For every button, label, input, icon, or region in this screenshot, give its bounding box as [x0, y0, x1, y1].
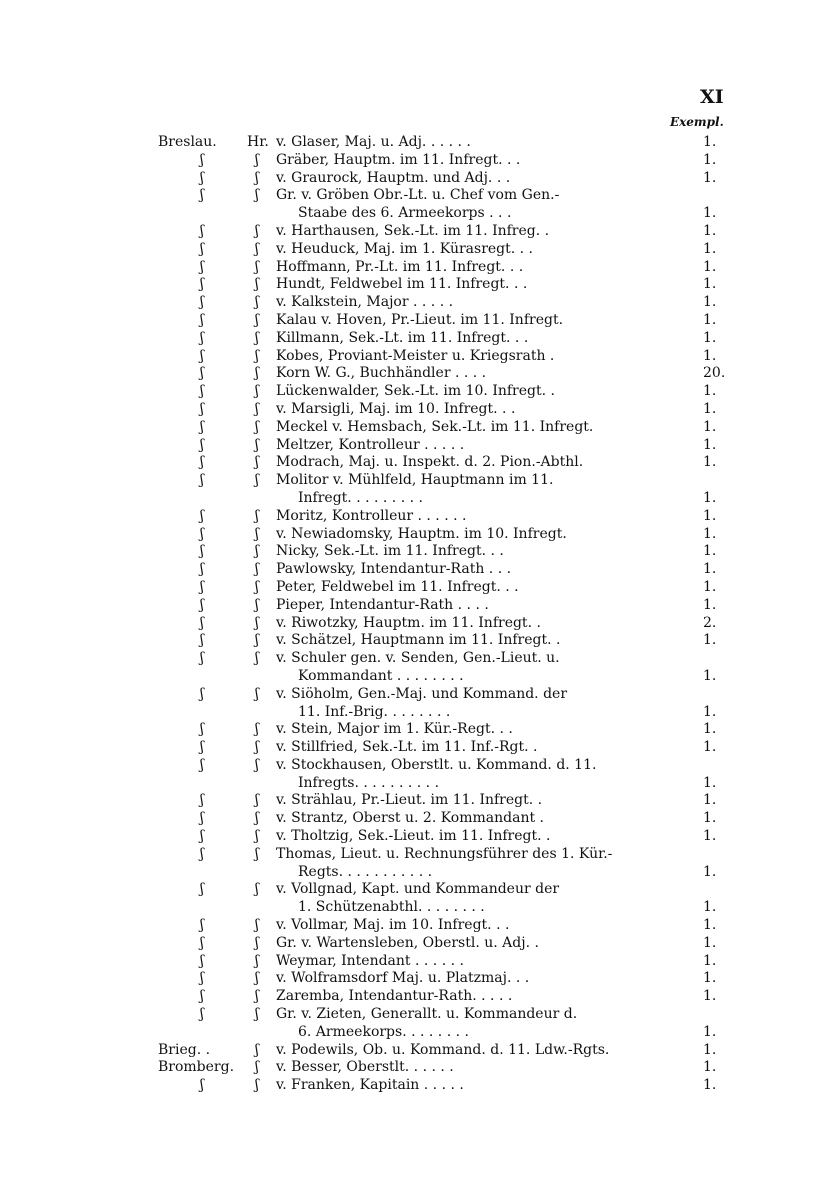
entry-prefix: Hr. [247, 134, 269, 150]
entry-count: 1. [703, 418, 717, 435]
entry-name: Gr. v. Zieten, Generallt. u. Kommandeur d. [276, 1006, 578, 1023]
entry-name: v. Stillfried, Sek.-Lt. im 11. Inf.-Rgt. . [276, 739, 538, 756]
entry-count: 1. [703, 311, 717, 328]
list-item [0, 757, 840, 775]
entry-ditto-mark: ʃ [255, 792, 259, 809]
entry-name: Modrach, Maj. u. Inspekt. d. 2. Pion.-Abthl. [276, 454, 584, 471]
list-item [0, 721, 840, 739]
list-item [0, 1042, 840, 1060]
entry-ditto-mark: ʃ [200, 650, 204, 667]
entry-name: v. Kalkstein, Major . . . . . [276, 294, 454, 311]
entry-ditto-mark: ʃ [200, 454, 204, 471]
list-item [0, 1006, 840, 1024]
entry-name: Zaremba, Intendantur-Rath. . . . . [276, 988, 513, 1005]
entry-name: v. Wolframsdorf Maj. u. Platzmaj. . . [276, 970, 530, 987]
entry-count: 1. [703, 561, 717, 578]
entry-count: 20. [703, 365, 726, 382]
entry-name: Meckel v. Hemsbach, Sek.-Lt. im 11. Infregt. [276, 418, 594, 435]
entry-count: 1. [703, 383, 717, 400]
list-item [0, 632, 840, 650]
entry-name: v. Franken, Kapitain . . . . . [276, 1077, 464, 1094]
entry-ditto-mark: ʃ [255, 418, 259, 435]
list-item [0, 294, 840, 312]
entry-continuation: 1. Schützenabthl. . . . . . . . [298, 899, 485, 916]
entry-name: v. Siöholm, Gen.-Maj. und Kommand. der [276, 685, 568, 702]
entry-name: Pieper, Intendantur-Rath . . . . [276, 596, 489, 613]
entry-ditto-mark: ʃ [255, 561, 259, 578]
column-header: Exempl. [670, 115, 724, 129]
entry-place: Brieg. . [158, 1041, 211, 1058]
list-item [0, 170, 840, 188]
entry-ditto-mark: ʃ [255, 596, 259, 613]
entry-count: 1. [703, 774, 717, 791]
entry-ditto-mark: ʃ [200, 240, 204, 257]
entry-ditto-mark: ʃ [255, 845, 259, 862]
entry-count: 1. [703, 703, 717, 720]
entry-ditto-mark: ʃ [255, 258, 259, 275]
entry-ditto-mark: ʃ [200, 472, 204, 489]
entry-name: v. Heuduck, Maj. im 1. Kürasregt. . . [276, 240, 534, 257]
entry-ditto-mark: ʃ [255, 222, 259, 239]
list-item [0, 1024, 840, 1042]
entry-ditto-mark: ʃ [200, 311, 204, 328]
entry-ditto-mark: ʃ [255, 881, 259, 898]
list-item [0, 846, 840, 864]
list-item [0, 508, 840, 526]
entry-ditto-mark: ʃ [200, 739, 204, 756]
entry-count: 1. [703, 134, 717, 150]
entry-count: 2. [703, 614, 717, 631]
entry-name: Thomas, Lieut. u. Rechnungsführer des 1. Kür.- [276, 845, 613, 862]
entry-ditto-mark: ʃ [200, 383, 204, 400]
entry-count: 1. [703, 258, 717, 275]
subscriber-list [0, 134, 840, 1095]
list-item [0, 419, 840, 437]
entry-name: Moritz, Kontrolleur . . . . . . [276, 507, 467, 524]
entry-count: 1. [703, 667, 717, 684]
entry-ditto-mark: ʃ [200, 596, 204, 613]
entry-name: Weymar, Intendant . . . . . . [276, 952, 464, 969]
entry-ditto-mark: ʃ [255, 383, 259, 400]
list-item [0, 241, 840, 259]
entry-count: 1. [703, 294, 717, 311]
entry-count: 1. [703, 205, 717, 222]
entry-name: v. Strählau, Pr.-Lieut. im 11. Infregt. . [276, 792, 543, 809]
entry-name: Peter, Feldwebel im 11. Infregt. . . [276, 578, 519, 595]
list-item [0, 152, 840, 170]
entry-count: 1. [703, 721, 717, 738]
entry-ditto-mark: ʃ [200, 400, 204, 417]
entry-continuation: Regts. . . . . . . . . . . [298, 863, 433, 880]
entry-place: Breslau. [158, 134, 217, 150]
list-item [0, 704, 840, 722]
entry-ditto-mark: ʃ [200, 952, 204, 969]
entry-ditto-mark: ʃ [200, 169, 204, 186]
entry-ditto-mark: ʃ [255, 1041, 259, 1058]
entry-place: Bromberg. [158, 1059, 235, 1076]
entry-ditto-mark: ʃ [255, 739, 259, 756]
entry-count: 1. [703, 436, 717, 453]
list-item [0, 134, 840, 152]
entry-count: 1. [703, 454, 717, 471]
entry-count: 1. [703, 863, 717, 880]
entry-ditto-mark: ʃ [255, 151, 259, 168]
entry-name: v. Podewils, Ob. u. Kommand. d. 11. Ldw.-Rgts. [276, 1041, 610, 1058]
entry-ditto-mark: ʃ [255, 311, 259, 328]
list-item [0, 348, 840, 366]
entry-continuation: 11. Inf.-Brig. . . . . . . . [298, 703, 451, 720]
entry-ditto-mark: ʃ [200, 1006, 204, 1023]
entry-ditto-mark: ʃ [200, 1077, 204, 1094]
list-item [0, 881, 840, 899]
entry-count: 1. [703, 400, 717, 417]
entry-ditto-mark: ʃ [255, 329, 259, 346]
entry-name: v. Tholtzig, Sek.-Lieut. im 11. Infregt. . [276, 828, 551, 845]
entry-ditto-mark: ʃ [255, 917, 259, 934]
entry-name: Killmann, Sek.-Lt. im 11. Infregt. . . [276, 329, 529, 346]
entry-count: 1. [703, 543, 717, 560]
list-item [0, 1077, 840, 1095]
list-item [0, 917, 840, 935]
list-item [0, 775, 840, 793]
entry-ditto-mark: ʃ [200, 934, 204, 951]
entry-ditto-mark: ʃ [255, 756, 259, 773]
entry-ditto-mark: ʃ [200, 543, 204, 560]
entry-name: v. Newiadomsky, Hauptm. im 10. Infregt. [276, 525, 567, 542]
list-item [0, 597, 840, 615]
list-item [0, 259, 840, 277]
entry-ditto-mark: ʃ [200, 525, 204, 542]
entry-count: 1. [703, 329, 717, 346]
entry-count: 1. [703, 347, 717, 364]
entry-continuation: Kommandant . . . . . . . . [298, 667, 464, 684]
entry-ditto-mark: ʃ [255, 347, 259, 364]
entry-ditto-mark: ʃ [200, 970, 204, 987]
entry-name: v. Glaser, Maj. u. Adj. . . . . . [276, 134, 471, 150]
list-item [0, 454, 840, 472]
entry-count: 1. [703, 739, 717, 756]
entry-ditto-mark: ʃ [255, 650, 259, 667]
list-item [0, 579, 840, 597]
list-item [0, 312, 840, 330]
entry-ditto-mark: ʃ [200, 329, 204, 346]
entry-count: 1. [703, 596, 717, 613]
entry-ditto-mark: ʃ [255, 721, 259, 738]
entry-name: v. Harthausen, Sek.-Lt. im 11. Infreg. . [276, 222, 550, 239]
list-item [0, 526, 840, 544]
list-item [0, 490, 840, 508]
entry-name: Pawlowsky, Intendantur-Rath . . . [276, 561, 512, 578]
list-item [0, 988, 840, 1006]
entry-count: 1. [703, 169, 717, 186]
entry-ditto-mark: ʃ [200, 294, 204, 311]
entry-count: 1. [703, 578, 717, 595]
entry-ditto-mark: ʃ [255, 543, 259, 560]
entry-ditto-mark: ʃ [255, 436, 259, 453]
entry-ditto-mark: ʃ [255, 1059, 259, 1076]
entry-count: 1. [703, 934, 717, 951]
entry-count: 1. [703, 222, 717, 239]
entry-ditto-mark: ʃ [255, 810, 259, 827]
entry-name: v. Stockhausen, Oberstlt. u. Kommand. d. 11. [276, 756, 597, 773]
entry-ditto-mark: ʃ [255, 1077, 259, 1094]
entry-ditto-mark: ʃ [255, 685, 259, 702]
entry-ditto-mark: ʃ [255, 988, 259, 1005]
entry-ditto-mark: ʃ [200, 845, 204, 862]
entry-name: Kalau v. Hoven, Pr.-Lieut. im 11. Infregt. [276, 311, 564, 328]
entry-continuation: 6. Armeekorps. . . . . . . . [298, 1023, 469, 1040]
entry-continuation: Infregts. . . . . . . . . . [298, 774, 440, 791]
entry-ditto-mark: ʃ [255, 294, 259, 311]
entry-ditto-mark: ʃ [255, 632, 259, 649]
entry-ditto-mark: ʃ [200, 685, 204, 702]
list-item [0, 276, 840, 294]
entry-ditto-mark: ʃ [200, 756, 204, 773]
entry-count: 1. [703, 952, 717, 969]
entry-ditto-mark: ʃ [200, 917, 204, 934]
list-item [0, 739, 840, 757]
entry-name: v. Marsigli, Maj. im 10. Infregt. . . [276, 400, 516, 417]
entry-name: v. Stein, Major im 1. Kür.-Regt. . . [276, 721, 513, 738]
entry-ditto-mark: ʃ [255, 365, 259, 382]
list-item [0, 828, 840, 846]
entry-name: Hundt, Feldwebel im 11. Infregt. . . [276, 276, 528, 293]
list-item [0, 864, 840, 882]
list-item [0, 472, 840, 490]
entry-ditto-mark: ʃ [200, 721, 204, 738]
entry-ditto-mark: ʃ [200, 151, 204, 168]
list-item [0, 686, 840, 704]
entry-name: Gr. v. Wartensleben, Oberstl. u. Adj. . [276, 934, 539, 951]
entry-count: 1. [703, 810, 717, 827]
list-item [0, 899, 840, 917]
entry-count: 1. [703, 632, 717, 649]
list-item [0, 935, 840, 953]
entry-ditto-mark: ʃ [255, 187, 259, 204]
list-item [0, 187, 840, 205]
entry-count: 1. [703, 792, 717, 809]
entry-count: 1. [703, 917, 717, 934]
entry-name: Meltzer, Kontrolleur . . . . . [276, 436, 465, 453]
entry-name: Gr. v. Gröben Obr.-Lt. u. Chef vom Gen.- [276, 187, 560, 204]
entry-ditto-mark: ʃ [200, 792, 204, 809]
entry-ditto-mark: ʃ [255, 454, 259, 471]
entry-ditto-mark: ʃ [200, 988, 204, 1005]
entry-ditto-mark: ʃ [200, 222, 204, 239]
entry-ditto-mark: ʃ [200, 276, 204, 293]
entry-count: 1. [703, 1077, 717, 1094]
entry-ditto-mark: ʃ [200, 187, 204, 204]
entry-count: 1. [703, 970, 717, 987]
entry-count: 1. [703, 489, 717, 506]
entry-ditto-mark: ʃ [200, 578, 204, 595]
entry-ditto-mark: ʃ [255, 507, 259, 524]
entry-count: 1. [703, 828, 717, 845]
list-item [0, 970, 840, 988]
entry-ditto-mark: ʃ [200, 614, 204, 631]
list-item [0, 561, 840, 579]
entry-ditto-mark: ʃ [255, 614, 259, 631]
entry-name: Nicky, Sek.-Lt. im 11. Infregt. . . [276, 543, 504, 560]
entry-ditto-mark: ʃ [255, 1006, 259, 1023]
entry-ditto-mark: ʃ [255, 970, 259, 987]
entry-ditto-mark: ʃ [255, 828, 259, 845]
entry-name: Kobes, Proviant-Meister u. Kriegsrath . [276, 347, 555, 364]
page-number: XI [700, 86, 724, 108]
list-item [0, 543, 840, 561]
list-item [0, 792, 840, 810]
entry-ditto-mark: ʃ [255, 276, 259, 293]
entry-count: 1. [703, 276, 717, 293]
entry-name: v. Vollgnad, Kapt. und Kommandeur der [276, 881, 560, 898]
entry-count: 1. [703, 899, 717, 916]
entry-ditto-mark: ʃ [255, 952, 259, 969]
entry-count: 1. [703, 1041, 717, 1058]
list-item [0, 401, 840, 419]
entry-ditto-mark: ʃ [200, 347, 204, 364]
entry-ditto-mark: ʃ [200, 561, 204, 578]
entry-name: Hoffmann, Pr.-Lt. im 11. Infregt. . . [276, 258, 524, 275]
list-item [0, 437, 840, 455]
entry-name: Gräber, Hauptm. im 11. Infregt. . . [276, 151, 521, 168]
entry-ditto-mark: ʃ [200, 365, 204, 382]
entry-name: Lückenwalder, Sek.-Lt. im 10. Infregt. . [276, 383, 555, 400]
entry-name: v. Besser, Oberstlt. . . . . . [276, 1059, 454, 1076]
entry-count: 1. [703, 1023, 717, 1040]
entry-count: 1. [703, 988, 717, 1005]
entry-ditto-mark: ʃ [255, 525, 259, 542]
entry-name: v. Vollmar, Maj. im 10. Infregt. . . [276, 917, 510, 934]
entry-ditto-mark: ʃ [200, 418, 204, 435]
entry-count: 1. [703, 240, 717, 257]
list-item [0, 330, 840, 348]
entry-name: v. Schätzel, Hauptmann im 11. Infregt. . [276, 632, 561, 649]
list-item [0, 615, 840, 633]
list-item [0, 365, 840, 383]
list-item [0, 223, 840, 241]
list-item [0, 650, 840, 668]
list-item [0, 1059, 840, 1077]
list-item [0, 810, 840, 828]
entry-count: 1. [703, 151, 717, 168]
entry-ditto-mark: ʃ [200, 810, 204, 827]
entry-name: Molitor v. Mühlfeld, Hauptmann im 11. [276, 472, 554, 489]
entry-count: 1. [703, 507, 717, 524]
list-item [0, 205, 840, 223]
entry-count: 1. [703, 525, 717, 542]
entry-name: v. Graurock, Hauptm. und Adj. . . [276, 169, 511, 186]
entry-ditto-mark: ʃ [255, 169, 259, 186]
entry-name: Korn W. G., Buchhändler . . . . [276, 365, 487, 382]
entry-continuation: Infregt. . . . . . . . . [298, 489, 423, 506]
entry-ditto-mark: ʃ [200, 828, 204, 845]
entry-ditto-mark: ʃ [255, 934, 259, 951]
entry-ditto-mark: ʃ [200, 436, 204, 453]
entry-ditto-mark: ʃ [200, 632, 204, 649]
list-item [0, 383, 840, 401]
entry-ditto-mark: ʃ [255, 400, 259, 417]
entry-continuation: Staabe des 6. Armeekorps . . . [298, 205, 512, 222]
entry-name: v. Strantz, Oberst u. 2. Kommandant . [276, 810, 545, 827]
entry-ditto-mark: ʃ [255, 578, 259, 595]
entry-ditto-mark: ʃ [255, 240, 259, 257]
entry-ditto-mark: ʃ [200, 507, 204, 524]
entry-ditto-mark: ʃ [255, 472, 259, 489]
list-item [0, 953, 840, 971]
list-item [0, 668, 840, 686]
entry-count: 1. [703, 1059, 717, 1076]
entry-ditto-mark: ʃ [200, 881, 204, 898]
entry-ditto-mark: ʃ [200, 258, 204, 275]
entry-name: v. Schuler gen. v. Senden, Gen.-Lieut. u. [276, 650, 560, 667]
entry-name: v. Riwotzky, Hauptm. im 11. Infregt. . [276, 614, 541, 631]
